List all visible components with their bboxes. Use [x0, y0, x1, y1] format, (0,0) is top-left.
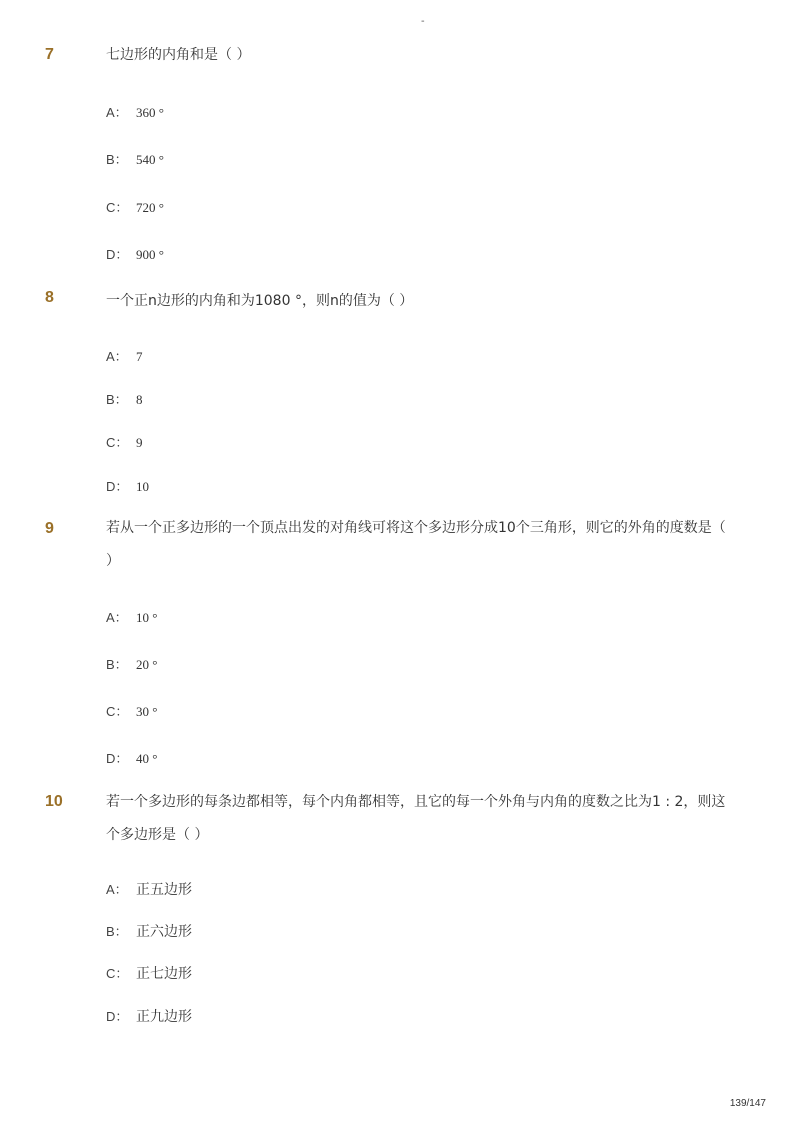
option-value: 正五边形 — [136, 882, 192, 898]
option-label: B： — [106, 924, 128, 939]
option-value: 40 ° — [136, 751, 158, 766]
option-value: 20 ° — [136, 657, 158, 672]
option-value: 7 — [136, 349, 143, 364]
option-label: B： — [106, 152, 128, 167]
option-value: 30 ° — [136, 704, 158, 719]
option-label: B： — [106, 657, 128, 672]
option-label: A： — [106, 610, 128, 625]
option-label: D： — [106, 751, 129, 766]
option-c[interactable] — [106, 197, 164, 216]
option-label: D： — [106, 1009, 129, 1024]
option-b[interactable] — [106, 389, 143, 408]
option-label: C： — [106, 966, 129, 981]
option-label: D： — [106, 247, 129, 262]
option-c[interactable] — [106, 432, 143, 451]
option-label: A： — [106, 105, 128, 120]
option-value: 9 — [136, 435, 143, 450]
option-label: C： — [106, 435, 129, 450]
option-a[interactable] — [106, 346, 143, 365]
question-stem: 七边形的内角和是（ ） — [106, 47, 251, 63]
option-value: 720 ° — [136, 200, 164, 215]
option-b[interactable] — [106, 654, 157, 673]
option-d[interactable] — [106, 476, 149, 495]
question-stem: 一个正n边形的内角和为1080 °，则n的值为（ ） — [106, 293, 414, 309]
option-b[interactable] — [106, 921, 192, 941]
option-label: A： — [106, 882, 128, 897]
option-a[interactable] — [106, 607, 157, 626]
option-c[interactable] — [106, 963, 192, 983]
option-d[interactable] — [106, 1006, 192, 1026]
question-number: 7 — [45, 46, 54, 63]
option-label: D： — [106, 479, 129, 494]
option-value: 正九边形 — [136, 1009, 192, 1025]
option-d[interactable] — [106, 244, 164, 263]
option-value: 360 ° — [136, 105, 164, 120]
question-number: 9 — [45, 520, 54, 537]
option-label: C： — [106, 200, 129, 215]
option-label: B： — [106, 392, 128, 407]
question-stem: 若一个多边形的每条边都相等，每个内角都相等，且它的每一个外角与内角的度数之比为1 : 2，则这个多边形是（ ） — [106, 794, 726, 843]
option-a[interactable] — [106, 879, 192, 899]
option-label: C： — [106, 704, 129, 719]
option-value: 10 — [136, 479, 149, 494]
option-value: 540 ° — [136, 152, 164, 167]
option-b[interactable] — [106, 149, 164, 168]
option-value: 正六边形 — [136, 924, 192, 940]
page-number: 139/147 — [729, 1098, 766, 1109]
option-value: 正七边形 — [136, 966, 192, 982]
option-d[interactable] — [106, 748, 157, 767]
option-label: A： — [106, 349, 128, 364]
option-value: 10 ° — [136, 610, 158, 625]
option-value: 900 ° — [136, 247, 164, 262]
question-stem: 若从一个正多边形的一个顶点出发的对角线可将这个多边形分成10个三角形，则它的外角的度数是（ ） — [106, 520, 726, 569]
page-top-mark: - — [421, 16, 425, 27]
question-number: 10 — [45, 793, 63, 810]
option-a[interactable] — [106, 102, 164, 121]
option-c[interactable] — [106, 701, 157, 720]
question-number: 8 — [45, 289, 54, 306]
option-value: 8 — [136, 392, 143, 407]
